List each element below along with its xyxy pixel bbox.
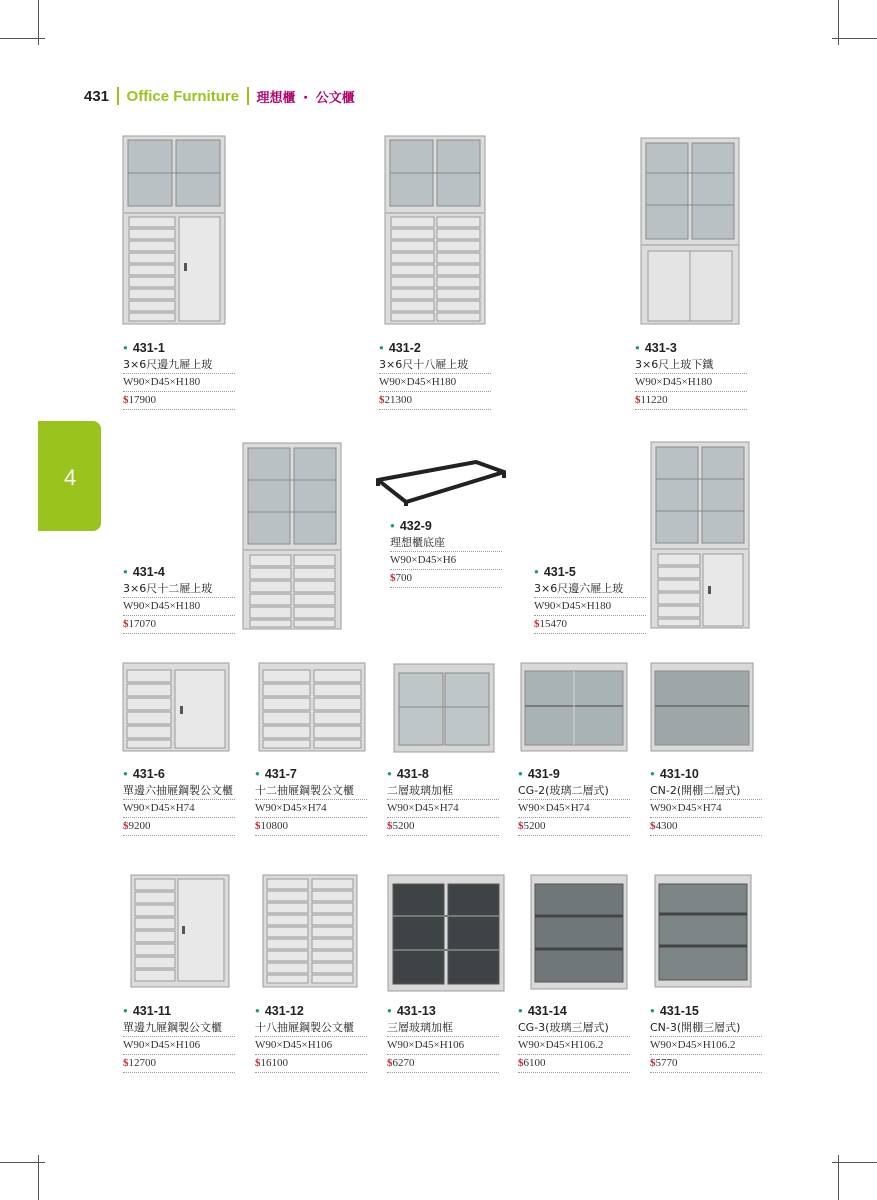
cabinet-image (262, 874, 358, 988)
product-code: ● 431-9 (518, 766, 630, 782)
price-value: 17900 (128, 394, 156, 406)
cabinet-image (640, 137, 740, 325)
price-value: 15470 (539, 618, 567, 630)
currency-symbol: $ (650, 1057, 656, 1069)
product-code: ● 432-9 (390, 518, 502, 534)
product-name: 單邊九屜鋼製公文櫃 (123, 1019, 235, 1037)
cabinet-image (122, 662, 230, 752)
product-code: ● 431-15 (650, 1003, 762, 1019)
product-photo-431-12 (262, 874, 358, 988)
crop-mark (838, 0, 839, 45)
product-dimensions: W90×D45×H180 (123, 374, 235, 392)
cabinet-image (654, 874, 752, 988)
product-431-9 (518, 766, 630, 836)
product-price (635, 392, 747, 410)
price-value: 16100 (260, 1057, 288, 1069)
product-price (255, 818, 367, 836)
product-431-6 (123, 766, 235, 836)
price-value: 5200 (392, 820, 415, 832)
product-code: ● 431-11 (123, 1003, 235, 1019)
currency-symbol: $ (518, 820, 524, 832)
currency-symbol: $ (390, 572, 396, 584)
product-price (387, 1055, 499, 1073)
currency-symbol: $ (387, 820, 393, 832)
product-photo-432-9 (376, 460, 506, 508)
price-value: 21300 (384, 394, 412, 406)
product-name: 3×6尺邊六屜上玻 (534, 580, 646, 598)
product-price (123, 616, 235, 634)
product-431-13 (387, 1003, 499, 1073)
product-431-7 (255, 766, 367, 836)
cabinet-image (242, 442, 342, 630)
price-value: 6270 (392, 1057, 415, 1069)
product-dimensions: W90×D45×H106.2 (650, 1037, 762, 1055)
product-price (650, 818, 762, 836)
currency-symbol: $ (387, 1057, 393, 1069)
product-photo-431-15 (654, 874, 752, 988)
product-price (650, 1055, 762, 1073)
product-photo-431-4 (242, 442, 342, 630)
product-name: 3×6尺十八屜上玻 (379, 356, 491, 374)
product-code: ● 431-13 (387, 1003, 499, 1019)
cabinet-image (258, 662, 366, 752)
currency-symbol: $ (518, 1057, 524, 1069)
currency-symbol: $ (379, 394, 385, 406)
product-431-8 (387, 766, 499, 836)
product-code: ● 431-8 (387, 766, 499, 782)
price-value: 5770 (655, 1057, 678, 1069)
product-code: ● 431-12 (255, 1003, 367, 1019)
cabinet-image (530, 874, 628, 990)
product-name: 3×6尺邊九屜上玻 (123, 356, 235, 374)
currency-symbol: $ (123, 394, 129, 406)
cabinet-image (393, 663, 495, 753)
cabinet-image (122, 135, 226, 325)
product-photo-431-6 (122, 662, 230, 752)
product-price (123, 392, 235, 410)
product-price (387, 818, 499, 836)
chapter-tab (38, 421, 101, 531)
crop-mark (38, 0, 39, 45)
price-value: 11220 (640, 394, 668, 406)
page-header (84, 86, 355, 106)
product-name: 十二抽屜鋼製公文櫃 (255, 782, 367, 800)
price-value: 5200 (523, 820, 546, 832)
product-name: 單邊六抽屜鋼製公文櫃 (123, 782, 235, 800)
product-431-11 (123, 1003, 235, 1073)
price-value: 9200 (128, 820, 151, 832)
product-dimensions: W90×D45×H74 (650, 800, 762, 818)
cabinet-image (387, 874, 505, 992)
product-431-10 (650, 766, 762, 836)
product-code: ● 431-6 (123, 766, 235, 782)
product-dimensions: W90×D45×H106.2 (518, 1037, 630, 1055)
base-frame-image (376, 460, 506, 508)
product-photo-431-2 (384, 135, 486, 325)
product-photo-431-7 (258, 662, 366, 752)
cabinet-image (650, 662, 754, 752)
category-title: Office Furniture (126, 87, 240, 105)
currency-symbol: $ (255, 1057, 261, 1069)
crop-mark (38, 1155, 39, 1200)
product-code: ● 431-14 (518, 1003, 630, 1019)
product-name: 3×6尺上玻下鐵 (635, 356, 747, 374)
price-value: 12700 (128, 1057, 156, 1069)
cabinet-image (384, 135, 486, 325)
product-dimensions: W90×D45×H106 (255, 1037, 367, 1055)
subcategory-title: 理想櫃 ・ 公文櫃 (256, 89, 355, 105)
header-divider (247, 87, 249, 105)
product-dimensions: W90×D45×H180 (123, 598, 235, 616)
product-431-5 (534, 564, 646, 634)
currency-symbol: $ (123, 820, 129, 832)
cabinet-image (130, 874, 230, 988)
product-431-3 (635, 340, 747, 410)
product-name: CG-3(玻璃三層式) (518, 1019, 630, 1037)
currency-symbol: $ (635, 394, 641, 406)
product-dimensions: W90×D45×H6 (390, 552, 502, 570)
product-code: ● 431-1 (123, 340, 235, 356)
page-number: 431 (84, 87, 110, 105)
product-code: ● 431-5 (534, 564, 646, 580)
header-divider (117, 87, 119, 105)
price-value: 17070 (128, 618, 156, 630)
product-price (123, 1055, 235, 1073)
product-432-9 (390, 518, 502, 588)
price-value: 4300 (655, 820, 678, 832)
product-code: ● 431-7 (255, 766, 367, 782)
product-photo-431-11 (130, 874, 230, 988)
product-price (390, 570, 502, 588)
product-name: 3×6尺十二屜上玻 (123, 580, 235, 598)
product-name: 十八抽屜鋼製公文櫃 (255, 1019, 367, 1037)
product-photo-431-10 (650, 662, 754, 752)
product-photo-431-8 (393, 663, 495, 753)
product-name: 理想櫃底座 (390, 534, 502, 552)
product-code: ● 431-4 (123, 564, 235, 580)
product-dimensions: W90×D45×H180 (635, 374, 747, 392)
product-name: 二層玻璃加框 (387, 782, 499, 800)
price-value: 10800 (260, 820, 288, 832)
product-photo-431-3 (640, 137, 740, 325)
product-price (518, 818, 630, 836)
product-431-14 (518, 1003, 630, 1073)
product-431-2 (379, 340, 491, 410)
product-dimensions: W90×D45×H106 (387, 1037, 499, 1055)
chapter-number: 4 (64, 465, 77, 490)
product-price (255, 1055, 367, 1073)
product-431-4 (123, 564, 235, 634)
price-value: 700 (395, 572, 412, 584)
product-code: ● 431-10 (650, 766, 762, 782)
product-price (518, 1055, 630, 1073)
product-431-15 (650, 1003, 762, 1073)
product-dimensions: W90×D45×H74 (387, 800, 499, 818)
product-price (534, 616, 646, 634)
product-photo-431-5 (650, 441, 750, 629)
product-name: CN-2(開棚二層式) (650, 782, 762, 800)
crop-mark (838, 1155, 839, 1200)
product-photo-431-13 (387, 874, 505, 992)
currency-symbol: $ (534, 618, 540, 630)
product-price (379, 392, 491, 410)
product-photo-431-14 (530, 874, 628, 990)
product-dimensions: W90×D45×H106 (123, 1037, 235, 1055)
currency-symbol: $ (255, 820, 261, 832)
product-dimensions: W90×D45×H74 (255, 800, 367, 818)
product-dimensions: W90×D45×H180 (534, 598, 646, 616)
product-dimensions: W90×D45×H74 (123, 800, 235, 818)
product-431-12 (255, 1003, 367, 1073)
currency-symbol: $ (650, 820, 656, 832)
product-photo-431-1 (122, 135, 226, 325)
product-name: 三層玻璃加框 (387, 1019, 499, 1037)
product-photo-431-9 (520, 662, 628, 752)
product-name: CN-3(開棚三層式) (650, 1019, 762, 1037)
product-dimensions: W90×D45×H180 (379, 374, 491, 392)
product-dimensions: W90×D45×H74 (518, 800, 630, 818)
cabinet-image (520, 662, 628, 752)
product-price (123, 818, 235, 836)
price-value: 6100 (523, 1057, 546, 1069)
cabinet-image (650, 441, 750, 629)
product-code: ● 431-2 (379, 340, 491, 356)
product-code: ● 431-3 (635, 340, 747, 356)
product-431-1 (123, 340, 235, 410)
product-name: CG-2(玻璃二層式) (518, 782, 630, 800)
currency-symbol: $ (123, 1057, 129, 1069)
currency-symbol: $ (123, 618, 129, 630)
